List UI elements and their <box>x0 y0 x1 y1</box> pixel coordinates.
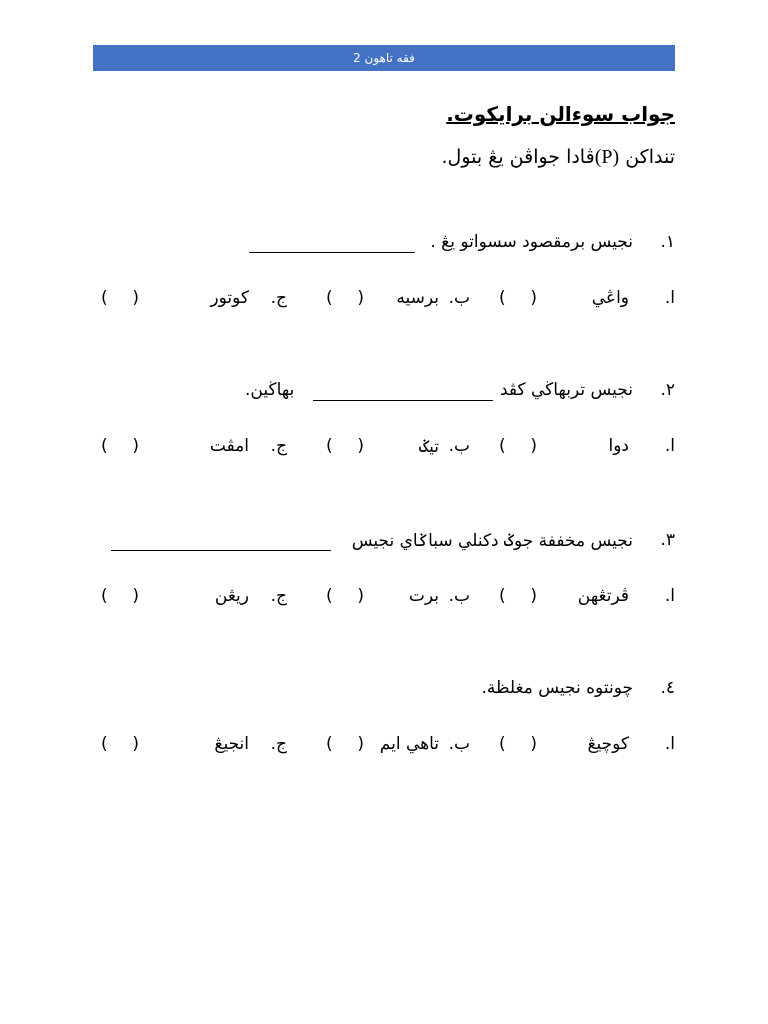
option-letter: ب. <box>448 734 470 754</box>
bracket-close: ) <box>357 436 364 456</box>
option-letter: ب. <box>448 436 470 456</box>
instruction-before: تنداكن <box>625 146 675 168</box>
answer-box[interactable] <box>326 734 364 754</box>
instruction <box>441 146 675 169</box>
option-letter: ا. <box>664 586 675 606</box>
option-letter: ج. <box>270 586 287 606</box>
option-text: دوا <box>608 436 629 456</box>
bracket-close: ) <box>357 734 364 754</box>
option-letter: ب. <box>448 586 470 606</box>
option-text: واڠي <box>591 288 629 308</box>
option-letter: ب. <box>448 288 470 308</box>
options-4 <box>93 734 675 760</box>
bracket-close: ) <box>530 436 537 456</box>
options-1 <box>93 288 675 314</box>
question-text: نجيس مخففة جوݢ دكنلي سباݢاي نجيس <box>351 531 633 551</box>
option-text: ريڠن <box>214 586 249 606</box>
question-text-after: بهاڬين. <box>245 380 295 400</box>
answer-box[interactable] <box>101 734 139 754</box>
answer-box[interactable] <box>499 734 537 754</box>
bracket-close: ) <box>530 734 537 754</box>
options-3 <box>93 586 675 612</box>
bracket-close: ) <box>132 436 139 456</box>
instruction-after: ڤادا جواڤن يڠ بتول. <box>441 146 595 168</box>
answer-box[interactable] <box>326 436 364 456</box>
option-text: كوتور <box>210 288 249 308</box>
question-text: چونتوه نجيس مغلظة. <box>481 678 633 698</box>
bracket-close: ) <box>132 734 139 754</box>
answer-blank[interactable] <box>111 530 331 551</box>
bracket-open: ( <box>101 288 108 308</box>
option-letter: ا. <box>664 734 675 754</box>
bracket-open: ( <box>499 734 506 754</box>
answer-blank[interactable] <box>249 232 415 253</box>
option-text: كوچيڠ <box>587 734 629 754</box>
header-label: فقه تاهون 2 <box>353 51 415 65</box>
bracket-open: ( <box>101 734 108 754</box>
option-text: برت <box>408 586 439 606</box>
option-text: تيݢ <box>419 437 439 457</box>
bracket-open: ( <box>499 288 506 308</box>
bracket-close: ) <box>357 586 364 606</box>
answer-box[interactable] <box>101 586 139 606</box>
answer-box[interactable] <box>499 436 537 456</box>
bracket-open: ( <box>326 436 333 456</box>
answer-box[interactable] <box>101 436 139 456</box>
option-letter: ا. <box>664 436 675 456</box>
question-2 <box>93 380 675 406</box>
bracket-open: ( <box>326 734 333 754</box>
answer-box[interactable] <box>326 288 364 308</box>
question-number: ٤. <box>660 678 675 698</box>
bracket-close: ) <box>530 586 537 606</box>
answer-box[interactable] <box>499 288 537 308</box>
bracket-open: ( <box>101 586 108 606</box>
answer-box[interactable] <box>499 586 537 606</box>
answer-box[interactable] <box>101 288 139 308</box>
question-text: نجيس تربهاڬي كڤد <box>499 380 633 400</box>
bracket-open: ( <box>499 436 506 456</box>
option-letter: ج. <box>270 734 287 754</box>
question-1 <box>93 232 675 258</box>
option-text: برسيه <box>396 288 439 308</box>
bracket-open: ( <box>499 586 506 606</box>
bracket-open: ( <box>101 436 108 456</box>
bracket-close: ) <box>132 288 139 308</box>
answer-blank[interactable] <box>313 380 493 401</box>
question-3 <box>93 530 675 556</box>
answer-box[interactable] <box>326 586 364 606</box>
question-text: نجيس برمقصود سسواتو يڠ . <box>430 232 633 252</box>
option-text: انجيڠ <box>214 734 249 754</box>
question-4 <box>93 678 675 704</box>
bracket-close: ) <box>530 288 537 308</box>
bracket-close: ) <box>357 288 364 308</box>
option-text: امڤت <box>209 436 249 456</box>
option-letter: ا. <box>664 288 675 308</box>
option-letter: ج. <box>270 288 287 308</box>
worksheet-title: جواب سوءالن برايكوت. <box>446 102 675 126</box>
header-bar <box>93 45 675 71</box>
question-number: ٢. <box>660 380 675 400</box>
question-number: ١. <box>660 232 675 252</box>
instruction-mark: (P) <box>594 146 620 168</box>
option-text: تاهي ايم <box>379 734 439 754</box>
options-2 <box>93 436 675 462</box>
question-number: ٣. <box>660 530 675 550</box>
bracket-open: ( <box>326 288 333 308</box>
bracket-close: ) <box>132 586 139 606</box>
option-letter: ج. <box>270 436 287 456</box>
option-text: ڤرتڠهن <box>577 586 629 606</box>
bracket-open: ( <box>326 586 333 606</box>
